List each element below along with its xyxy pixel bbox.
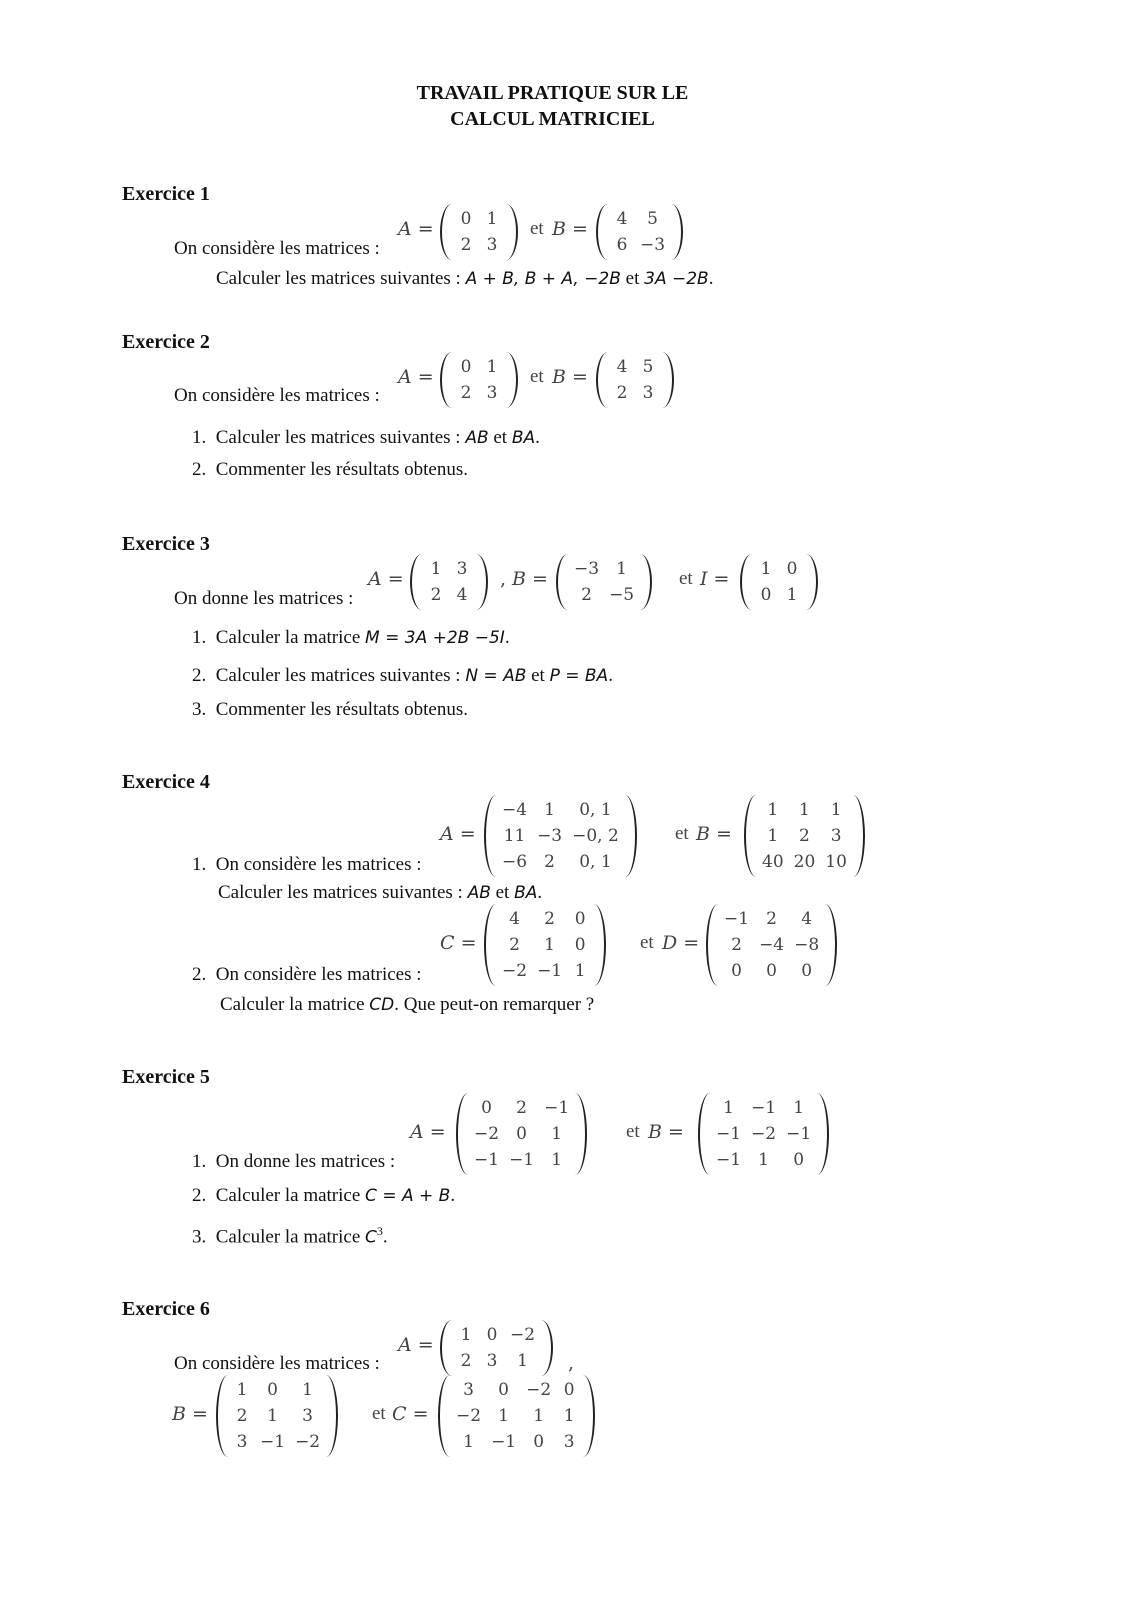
- matrix-cell: 1: [760, 559, 772, 579]
- ex3-comma: ,: [500, 568, 507, 590]
- matrix-cell: −4: [759, 935, 785, 955]
- matrix-cell: 1: [486, 209, 498, 229]
- left-parenthesis: [740, 554, 754, 610]
- ex5-item-3-num: 3.: [192, 1226, 207, 1248]
- matrix-cell: 0: [574, 935, 586, 955]
- left-parenthesis: [706, 904, 720, 986]
- ex1-b-label: B =: [552, 218, 588, 240]
- right-parenthesis: [638, 554, 652, 610]
- ex6-c-label: C =: [392, 1403, 429, 1425]
- right-parenthesis: [815, 1093, 829, 1175]
- ex5-item-3: [192, 1224, 388, 1248]
- ex4-task-1-text: Calculer les matrices suivantes :: [218, 882, 468, 903]
- left-parenthesis: [456, 1093, 470, 1175]
- matrix-grid: [720, 904, 823, 986]
- matrix-cell: −1: [751, 1098, 777, 1118]
- matrix-cell: 2: [544, 852, 555, 872]
- matrix-grid: [424, 554, 474, 610]
- matrix-cell: 0, 1: [579, 852, 612, 872]
- ex3-item-2: [192, 665, 613, 687]
- right-parenthesis: [823, 904, 837, 986]
- matrix-cell: 1: [544, 935, 555, 955]
- matrix-cell: 2: [509, 935, 520, 955]
- matrix-cell: −2: [510, 1325, 536, 1345]
- ex1-task-et: et: [620, 268, 645, 289]
- matrix-grid: [454, 204, 504, 260]
- ex2-item-1-et: et: [488, 427, 512, 448]
- matrix-cell: 1: [830, 800, 842, 820]
- exercise-6-heading: Exercice 6: [122, 1298, 210, 1320]
- matrix-cell: 2: [460, 235, 472, 255]
- ex2-et: et: [530, 366, 544, 387]
- matrix-cell: −3: [574, 559, 600, 579]
- ex5-et: et: [626, 1121, 640, 1142]
- ex6-matrix-b: [216, 1375, 338, 1457]
- matrix-cell: 1: [533, 1406, 545, 1426]
- right-parenthesis: [581, 1375, 595, 1457]
- ex4-matrix-b: [744, 795, 865, 877]
- matrix-cell: 1: [486, 357, 498, 377]
- matrix-cell: 1: [793, 1098, 805, 1118]
- ex4-matrix-d: [706, 904, 837, 986]
- matrix-cell: 0: [481, 1098, 492, 1118]
- matrix-cell: 0, 1: [579, 800, 612, 820]
- left-parenthesis: [440, 1320, 454, 1376]
- matrix-cell: 1: [723, 1098, 734, 1118]
- matrix-grid: [758, 795, 851, 877]
- matrix-cell: 10: [825, 852, 847, 872]
- matrix-cell: 0: [801, 961, 813, 981]
- left-parenthesis: [440, 352, 454, 408]
- ex2-item-1: [192, 427, 540, 449]
- matrix-cell: 3: [456, 559, 468, 579]
- matrix-cell: 1: [517, 1351, 528, 1371]
- matrix-cell: 0: [486, 1325, 498, 1345]
- left-parenthesis: [438, 1375, 452, 1457]
- ex2-intro: On considère les matrices :: [174, 385, 380, 406]
- right-parenthesis: [504, 352, 518, 408]
- matrix-cell: 2: [460, 383, 472, 403]
- matrix-cell: 1: [574, 961, 586, 981]
- ex6-b-label: B =: [172, 1403, 208, 1425]
- matrix-cell: 0: [760, 585, 772, 605]
- ex5-item-1-text: On donne les matrices :: [215, 1151, 396, 1172]
- left-parenthesis: [484, 904, 498, 986]
- exercise-2-heading: Exercice 2: [122, 331, 210, 353]
- matrix-cell: −4: [502, 800, 528, 820]
- ex2-item-1-num: 1.: [192, 427, 207, 448]
- right-parenthesis: [324, 1375, 338, 1457]
- ex4-a-label: A =: [440, 823, 476, 845]
- matrix-cell: 1: [430, 559, 442, 579]
- matrix-cell: −1: [474, 1150, 500, 1170]
- ex6-matrix-c: [438, 1375, 595, 1457]
- ex1-intro: On considère les matrices :: [174, 238, 380, 259]
- matrix-cell: −2: [456, 1406, 482, 1426]
- matrix-cell: 1: [758, 1150, 769, 1170]
- ex5-matrix-a: [456, 1093, 587, 1175]
- matrix-cell: 2: [766, 909, 777, 929]
- ex4-matrix-a: [484, 795, 637, 877]
- ex5-item-3-text: Calculer la matrice: [215, 1226, 366, 1248]
- ex3-a-label: A =: [368, 568, 404, 590]
- ex6-intro: On considère les matrices :: [174, 1353, 380, 1374]
- ex3-item-2-text: Calculer les matrices suivantes :: [215, 665, 466, 686]
- ex3-et: et: [679, 568, 693, 589]
- ex5-item-2: [192, 1185, 455, 1207]
- matrix-cell: −1: [716, 1150, 742, 1170]
- ex2-item-1-end: .: [535, 427, 540, 448]
- matrix-cell: 2: [460, 1351, 472, 1371]
- exercise-3-heading: Exercice 3: [122, 533, 210, 555]
- matrix-grid: [712, 1093, 815, 1175]
- matrix-cell: 1: [563, 1406, 575, 1426]
- right-parenthesis: [669, 204, 683, 260]
- ex3-item-1-expr: M = 3A +2B −5I: [365, 628, 505, 648]
- matrix-cell: 0: [267, 1380, 278, 1400]
- right-parenthesis: [474, 554, 488, 610]
- ex6-comma: ,: [568, 1352, 575, 1374]
- matrix-cell: 1: [498, 1406, 509, 1426]
- ex3-item-1-num: 1.: [192, 627, 207, 648]
- ex4-task-1: [218, 882, 542, 904]
- ex5-item-1: [192, 1151, 395, 1173]
- ex2-a-label: A =: [398, 366, 434, 388]
- ex1-et: et: [530, 218, 544, 239]
- ex4-item-2-num: 2.: [192, 964, 207, 985]
- ex4-item-1: [192, 854, 422, 876]
- left-parenthesis: [556, 554, 570, 610]
- matrix-cell: 4: [616, 357, 628, 377]
- matrix-cell: 0: [574, 909, 586, 929]
- ex2-b-label: B =: [552, 366, 588, 388]
- matrix-grid: [470, 1093, 573, 1175]
- ex5-a-label: A =: [410, 1121, 446, 1143]
- right-parenthesis: [851, 795, 865, 877]
- left-parenthesis: [596, 352, 610, 408]
- matrix-cell: −1: [544, 1098, 570, 1118]
- matrix-cell: 2: [799, 826, 810, 846]
- ex2-item-1-text: Calculer les matrices suivantes :: [215, 427, 466, 448]
- exercise-4-heading: Exercice 4: [122, 771, 210, 793]
- ex2-item-2-num: 2.: [192, 459, 207, 480]
- matrix-cell: 2: [581, 585, 592, 605]
- ex5-item-2-expr: C = A + B: [365, 1186, 451, 1206]
- ex1-matrix-b: [596, 204, 683, 260]
- exercise-5-heading: Exercice 5: [122, 1066, 210, 1088]
- matrix-cell: 1: [786, 585, 798, 605]
- matrix-grid: [610, 204, 669, 260]
- matrix-cell: −1: [509, 1150, 535, 1170]
- ex1-task-end: .: [708, 268, 714, 289]
- matrix-cell: 0: [498, 1380, 509, 1400]
- matrix-grid: [754, 554, 804, 610]
- ex4-task-1-et: et: [490, 882, 515, 903]
- left-parenthesis: [410, 554, 424, 610]
- ex5-item-3-end: .: [382, 1226, 388, 1248]
- matrix-grid: [454, 1320, 539, 1376]
- ex4-item-1-num: 1.: [192, 854, 207, 875]
- matrix-cell: 1: [767, 800, 779, 820]
- matrix-cell: −5: [609, 585, 635, 605]
- matrix-cell: 1: [302, 1380, 313, 1400]
- ex3-matrix-i: [740, 554, 818, 610]
- matrix-cell: −3: [640, 235, 666, 255]
- matrix-cell: −1: [537, 961, 563, 981]
- ex4-item-1-text: On considère les matrices :: [215, 854, 422, 875]
- ex3-item-2-num: 2.: [192, 665, 207, 686]
- ex6-matrix-a: [440, 1320, 553, 1376]
- left-parenthesis: [596, 204, 610, 260]
- matrix-cell: 1: [460, 1325, 472, 1345]
- ex5-b-label: B =: [648, 1121, 684, 1143]
- ex3-matrix-b: [556, 554, 652, 610]
- ex2-matrix-b: [596, 352, 674, 408]
- ex5-item-2-text: Calculer la matrice: [215, 1185, 366, 1206]
- ex3-item-3-text: Commenter les résultats obtenus.: [215, 699, 468, 720]
- matrix-grid: [454, 352, 504, 408]
- matrix-cell: −1: [724, 909, 750, 929]
- matrix-cell: 3: [302, 1406, 313, 1426]
- matrix-cell: 3: [563, 1432, 575, 1452]
- matrix-cell: 2: [430, 585, 442, 605]
- ex1-task-prefix: Calculer les matrices suivantes :: [216, 268, 466, 289]
- matrix-cell: 3: [830, 826, 842, 846]
- matrix-cell: −2: [751, 1124, 777, 1144]
- right-parenthesis: [539, 1320, 553, 1376]
- ex4-d-label: D =: [662, 932, 700, 954]
- matrix-cell: −1: [491, 1432, 517, 1452]
- ex4-et-2: et: [640, 932, 654, 953]
- ex5-item-2-num: 2.: [192, 1185, 207, 1206]
- ex6-et: et: [372, 1403, 386, 1424]
- matrix-cell: 0: [766, 961, 777, 981]
- right-parenthesis: [804, 554, 818, 610]
- ex1-task-expr2: 3A −2B: [644, 269, 709, 289]
- ex4-b-label: B =: [696, 823, 732, 845]
- ex4-task-2: [220, 994, 594, 1016]
- matrix-cell: 2: [616, 383, 628, 403]
- right-parenthesis: [573, 1093, 587, 1175]
- ex4-task-2-end: . Que peut-on remarquer ?: [394, 994, 595, 1015]
- ex3-item-1-end: .: [504, 627, 510, 648]
- matrix-cell: 0: [793, 1150, 805, 1170]
- right-parenthesis: [660, 352, 674, 408]
- matrix-cell: 2: [236, 1406, 248, 1426]
- matrix-cell: 0: [516, 1124, 527, 1144]
- matrix-cell: 3: [236, 1432, 248, 1452]
- ex6-a-label: A =: [398, 1334, 434, 1356]
- ex3-intro: On donne les matrices :: [174, 588, 354, 609]
- matrix-cell: 1: [799, 800, 810, 820]
- matrix-grid: [230, 1375, 324, 1457]
- ex3-item-1: [192, 627, 510, 649]
- matrix-cell: −2: [526, 1380, 552, 1400]
- matrix-cell: 4: [509, 909, 520, 929]
- matrix-cell: 3: [486, 235, 498, 255]
- matrix-cell: 40: [762, 852, 784, 872]
- ex5-item-2-end: .: [450, 1185, 456, 1206]
- matrix-cell: −3: [537, 826, 563, 846]
- matrix-cell: 1: [463, 1432, 474, 1452]
- left-parenthesis: [744, 795, 758, 877]
- matrix-cell: −2: [474, 1124, 500, 1144]
- matrix-cell: 11: [503, 826, 526, 846]
- ex5-item-3-sup: 3: [376, 1224, 383, 1238]
- matrix-cell: −6: [502, 852, 528, 872]
- ex3-item-2-n: N = AB: [465, 666, 527, 686]
- ex3-item-2-et: et: [526, 665, 550, 686]
- matrix-cell: 2: [731, 935, 742, 955]
- matrix-cell: 0: [731, 961, 742, 981]
- ex1-task-expr: A + B, B + A, −2B: [465, 269, 621, 289]
- ex3-item-3-num: 3.: [192, 699, 207, 720]
- matrix-cell: 3: [486, 383, 498, 403]
- ex4-task-1-end: .: [537, 882, 543, 903]
- matrix-grid: [498, 904, 592, 986]
- matrix-cell: 0: [460, 209, 472, 229]
- matrix-cell: 0: [563, 1380, 575, 1400]
- ex3-item-1-text: Calculer la matrice: [215, 627, 366, 648]
- matrix-cell: 4: [801, 909, 813, 929]
- ex3-item-2-p: P = BA: [549, 666, 609, 686]
- document-title-line1: TRAVAIL PRATIQUE SUR LE: [416, 82, 689, 104]
- matrix-cell: −1: [786, 1124, 812, 1144]
- ex4-item-2-text: On considère les matrices :: [215, 964, 422, 985]
- ex4-et-1: et: [675, 823, 689, 844]
- right-parenthesis: [504, 204, 518, 260]
- matrix-cell: 2: [544, 909, 555, 929]
- matrix-grid: [452, 1375, 581, 1457]
- matrix-cell: 1: [616, 559, 627, 579]
- ex1-a-label: A =: [398, 218, 434, 240]
- matrix-cell: −2: [295, 1432, 321, 1452]
- matrix-grid: [570, 554, 638, 610]
- matrix-cell: 1: [267, 1406, 278, 1426]
- matrix-cell: 3: [642, 383, 654, 403]
- ex2-item-1-ba: BA: [511, 428, 536, 448]
- ex4-matrix-c: [484, 904, 606, 986]
- right-parenthesis: [592, 904, 606, 986]
- ex3-matrix-a: [410, 554, 488, 610]
- ex4-task-2-text: Calculer la matrice: [220, 994, 370, 1015]
- matrix-cell: 3: [486, 1351, 498, 1371]
- matrix-cell: 1: [767, 826, 779, 846]
- matrix-cell: −1: [716, 1124, 742, 1144]
- matrix-cell: 2: [516, 1098, 527, 1118]
- matrix-cell: 6: [616, 235, 628, 255]
- ex4-c-label: C =: [440, 932, 477, 954]
- ex3-b-label: B =: [512, 568, 548, 590]
- exercise-1-heading: Exercice 1: [122, 183, 210, 205]
- ex4-item-2: [192, 964, 422, 986]
- matrix-cell: 1: [551, 1124, 563, 1144]
- matrix-cell: −0, 2: [572, 826, 619, 846]
- ex4-task-1-ba: BA: [514, 883, 538, 903]
- ex3-item-2-end: .: [608, 665, 613, 686]
- ex2-matrix-a: [440, 352, 518, 408]
- left-parenthesis: [484, 795, 498, 877]
- matrix-cell: −1: [260, 1432, 286, 1452]
- matrix-cell: 0: [533, 1432, 545, 1452]
- ex4-task-2-cd: CD: [369, 995, 395, 1015]
- matrix-grid: [498, 795, 623, 877]
- matrix-cell: 4: [616, 209, 628, 229]
- ex2-item-1-ab: AB: [465, 428, 489, 448]
- left-parenthesis: [440, 204, 454, 260]
- ex3-i-label: I =: [700, 568, 730, 590]
- right-parenthesis: [623, 795, 637, 877]
- ex4-task-1-ab: AB: [467, 883, 491, 903]
- matrix-cell: 20: [793, 852, 816, 872]
- left-parenthesis: [698, 1093, 712, 1175]
- ex3-item-3: [192, 699, 468, 721]
- matrix-cell: −8: [794, 935, 820, 955]
- ex5-item-1-num: 1.: [192, 1151, 207, 1172]
- ex2-item-2-text: Commenter les résultats obtenus.: [215, 459, 468, 480]
- left-parenthesis: [216, 1375, 230, 1457]
- document-title-line2: CALCUL MATRICIEL: [450, 108, 655, 130]
- ex2-item-2: [192, 459, 468, 481]
- matrix-cell: 4: [456, 585, 468, 605]
- matrix-cell: 0: [786, 559, 798, 579]
- ex1-matrix-a: [440, 204, 518, 260]
- matrix-cell: 5: [642, 357, 654, 377]
- ex1-task: [216, 268, 713, 290]
- matrix-grid: [610, 352, 660, 408]
- matrix-cell: 5: [647, 209, 658, 229]
- ex5-item-3-c: C: [365, 1227, 377, 1248]
- matrix-cell: 3: [463, 1380, 474, 1400]
- matrix-cell: 1: [544, 800, 555, 820]
- matrix-cell: 1: [236, 1380, 248, 1400]
- matrix-cell: 1: [551, 1150, 563, 1170]
- matrix-cell: 0: [460, 357, 472, 377]
- matrix-cell: −2: [502, 961, 528, 981]
- ex5-matrix-b: [698, 1093, 829, 1175]
